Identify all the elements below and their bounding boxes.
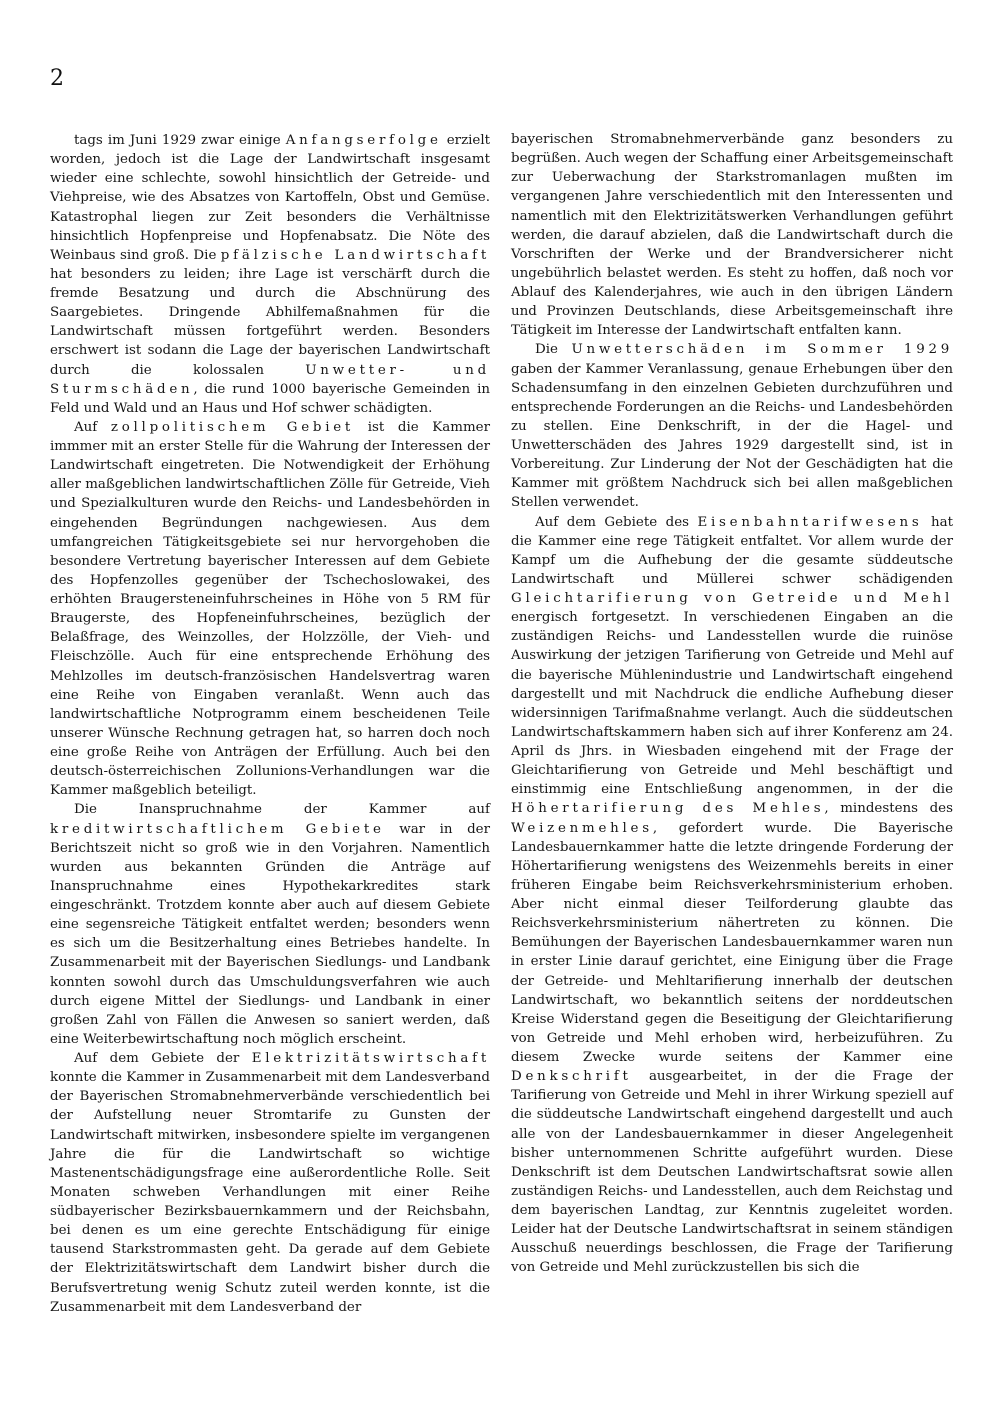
text-run: erzielt worden, jedoch ist die Lage der Landwirtschaft insgesamt wieder eine schlechte, sowohl hinsichtlich der Getreide- und Viehpreise, wie des Absatzes von Kartoffeln, Obst und Gemüse. Katastrophal liegen zur Zeit besonders die Verhältnisse hinsichtlich Hopfenpreise und Hopfenabsatz. Die Nöte des Weinbaus sind groß. Die bbox=[50, 133, 490, 263]
text-run: war in der Berichtszeit nicht so groß wie in den Vorjahren. Namentlich wurden aus bekannten Gründen die Anträge auf Inanspruchnahme eines Hypothekarkredites stark eingeschränkt. Trotzdem konnte aber auch auf diesem Gebiete eine segensreiche Tätigkeit entfaltet werden; besonders wenn es sich um die Besitzerhaltung eines Betriebes handelte. In Zusammenarbeit mit der Bayerischen Siedlungs- und Landbank konnten sowohl durch das Umschuldungsverfahren wie auch durch eigene Mittel der Siedlungs- und Landbank in einer großen Zahl von Fällen die Anwesen so saniert werden, daß eine Weiterbewirtschaftung noch möglich erscheint. bbox=[50, 821, 491, 1047]
emphasized-text: Anfangserfolge bbox=[285, 133, 442, 148]
paragraph bbox=[50, 1049, 490, 1317]
text-run: hat besonders zu leiden; ihre Lage ist verschärft durch die fremde Besatzung und durch die Abschnürung des Saargebietes. Dringende Abhilfemaßnahmen für die Landwirtschaft müssen fortgeführt werden. Besonders erschwert ist sodann die Lage der bayerischen Landwirtschaft durch die kolossalen bbox=[50, 266, 490, 378]
paragraph bbox=[50, 131, 490, 418]
emphasized-text: Unwetter- und Sturmschäden bbox=[50, 362, 490, 397]
text-run: hat die Kammer eine rege Tätigkeit entfaltet. Vor allem wurde der Kampf um die Aufhebung der die gesamte süddeutsche Landwirtschaft und Müllerei schwer schädigenden bbox=[511, 514, 953, 587]
emphasized-text: Unwetterschäden im Sommer 1929 bbox=[571, 342, 954, 358]
paragraph bbox=[511, 130, 953, 340]
paragraph bbox=[511, 340, 953, 512]
text-run: Auf dem Gebiete der bbox=[74, 1051, 252, 1066]
emphasized-text: Denkschrift bbox=[511, 1069, 632, 1085]
emphasized-text: kreditwirtschaftlichem Gebiete bbox=[50, 821, 385, 837]
emphasized-text: pfälzische Landwirtschaft bbox=[220, 247, 490, 263]
text-run: , die rund 1000 bayerische Gemeinden in Feld und Wald und an Haus und Hof schwer schädigten. bbox=[50, 381, 490, 416]
right-text-column bbox=[511, 130, 953, 1278]
page-number: 2 bbox=[50, 66, 64, 91]
text-run: Die Inanspruchnahme der Kammer auf bbox=[74, 802, 490, 818]
text-run: bayerischen Stromabnehmerverbände ganz besonders zu begrüßen. Auch wegen der Schaffung einer Arbeitsgemeinschaft zur Ueberwachung der Starkstromanlagen mußten im vergangenen Jahre verschiedentlich mit den Interessenten und namentlich mit den Elektrizitätswerken Verhandlungen geführt werden, die darauf abzielen, daß die Landwirtschaft durch die Vorschriften der Werke und der Brandversicherer nicht ungebührlich belastet werden. Es steht zu hoffen, daß noch vor Ablauf des Kalenderjahres, wie auch in den übrigen Ländern und Provinzen Deutschlands, diese Arbeitsgemeinschaft ihre Tätigkeit im Interesse der Landwirtschaft entfalten kann. bbox=[511, 132, 953, 339]
text-run: energisch fortgesetzt. In verschiedenen Eingaben an die zuständigen Reichs- und Landesstellen wurde die ruinöse Auswirkung der jetzigen Tarifierung von Getreide und Mehl auf die bayerische Mühlenindustrie und Landwirtschaft eingehend dargestellt und mit Nachdruck die endliche Aufhebung dieser widersinnigen Tarifmaßnahme verlangt. Auch die süddeutschen Landwirtschaftskammern haben sich auf ihrer Konferenz am 24. April ds Jhrs. in Wiesbaden eingehend mit der Frage der Gleichtarifierung von Getreide und Mehl beschäftigt und einstimmig eine Entschließung angenommen, in der die bbox=[511, 610, 953, 798]
paragraph bbox=[50, 418, 490, 801]
paragraph bbox=[511, 513, 953, 1278]
text-run: Auf bbox=[74, 419, 111, 435]
paragraph bbox=[50, 800, 490, 1049]
text-run: , gefordert wurde. Die Bayerische Landesbauernkammer hatte die letzte dringende Forderung der Höhertarifierung wenigstens des Weizenmehls bereits in einer früheren Eingabe beim Reichsverkehrsministerium erhoben. Aber nicht einmal dieser Teilforderung glaubte das Reichsverkehrsministerium nähertreten zu können. Die Bemühungen der Bayerischen Landesbauernkammer waren nun in erster Linie darauf gerichtet, eine Einigung über die Frage der Getreide- und Mehltarifierung innerhalb der deutschen Landwirtschaft, wo bekanntlich seitens der norddeutschen Kreise Widerstand gegen die Beseitigung der Gleichtarifierung von Getreide und Mehl erhoben wird, herbeizuführen. Zu diesem Zwecke wurde seitens der Kammer eine bbox=[511, 820, 953, 1065]
emphasized-text: Eisenbahntarifwesens bbox=[697, 514, 923, 530]
emphasized-text: Höhertarifierung des Mehles bbox=[511, 801, 825, 817]
emphasized-text: Gleichtarifierung von Getreide und Mehl bbox=[511, 591, 953, 606]
text-run: ausgearbeitet, in der die Frage der Tarifierung von Getreide und Mehl in ihrer Wirkung speziell auf die süddeutsche Landwirtschaft eingehend dargestellt und auch alle von der Landesbauernkammer in dieser Angelegenheit bisher unternommenen Schritte aufgeführt wurden. Diese Denkschrift ist dem Deutschen Landwirtschaftsrat sowie allen zuständigen Reichs- und Landesstellen, auch dem Reichstag und dem bayerischen Landtag, zur Kenntnis zugeleitet worden. Leider hat der Deutsche Landwirtschaftsrat in seinem ständigen Ausschuß neuerdings beschlossen, die Frage der Tarifierung von Getreide und Mehl zurückzustellen bis sich die bbox=[511, 1069, 953, 1276]
text-run: Auf dem Gebiete des bbox=[535, 514, 698, 530]
emphasized-text: zollpolitischem Gebiet bbox=[110, 419, 355, 435]
emphasized-text: Weizenmehles bbox=[511, 820, 653, 836]
left-text-column bbox=[50, 131, 490, 1317]
emphasized-text: Elektrizitätswirtschaft bbox=[251, 1051, 490, 1066]
text-run: ist die Kammer immmer mit an erster Stelle für die Wahrung der Interessen der Landwirtschaft eingetreten. Die Notwendigkeit der Erhöhung aller maßgeblichen landwirtschaftlichen Zölle für Getreide, Vieh und Spezialkulturen wurde den Reichs- und Landesbehörden in eingehenden Begründungen nachgewiesen. Aus dem umfangreichen Tätigkeitsgebiete sei nur hervorgehoben die besondere Vertretung bayerischer Interessen auf dem Gebiete des Hopfenzolles gegenüber der Tschechoslowakei, des erhöhten Braugersteneinfuhrscheines in Höhe von 5 RM für Braugerste, des Hopfeneinfuhrscheines, bezüglich der Belaßfrage, des Weinzolles, der Holzzölle, der Vieh- und Fleischzölle. Auch für eine entsprechende Erhöhung des Mehlzolles im deutsch-französischen Handelsvertrag waren eine Reihe von Eingaben veranlaßt. Wenn auch das landwirtschaftliche Notprogramm einem bescheidenen Teile unserer Wünsche Rechnung getragen hat, so harren doch noch eine große Reihe von Anträgen der Erfüllung. Auch bei den deutsch-österreichischen Zollunions-Verhandlungen war die Kammer maßgeblich beteiligt. bbox=[50, 419, 491, 799]
text-run: tags im Juni 1929 zwar einige bbox=[74, 133, 286, 148]
text-run: Die bbox=[535, 342, 572, 358]
text-run: , mindestens des bbox=[824, 801, 953, 817]
text-run: konnte die Kammer in Zusammenarbeit mit dem Landesverband der Bayerischen Stromabnehmerverbände verschiedentlich bei der Aufstellung neuer Stromtarife zu Gunsten der Landwirtschaft mitwirken, insbesondere spielte im vergangenen Jahre die für die Landwirtschaft so wichtige Mastenentschädigungsfrage eine außerordentliche Rolle. Seit Monaten schweben Verhandlungen mit einer Reihe südbayerischer Bezirksbauernkammern und der Reichsbahn, bei denen es um eine gerechte Entschädigung für einige tausend Starkstrommasten geht. Da gerade auf dem Gebiete der Elektrizitätswirtschaft dem Landwirt bisher durch die Berufsvertretung wenig Schutz zuteil werden konnte, ist die Zusammenarbeit mit dem Landesverband der bbox=[50, 1070, 490, 1315]
text-run: gaben der Kammer Veranlassung, genaue Erhebungen über den Schadensumfang in den einzelnen Gebieten durchzuführen und entsprechende Forderungen an die Reichs- und Landesbehörden zu stellen. Eine Denkschrift, in der die Hagel- und Unwetterschäden des Jahres 1929 dargestellt sind, ist in Vorbereitung. Zur Linderung der Not der Geschädigten hat die Kammer mit größtem Nachdruck sich bei allen maßgeblichen Stellen verwendet. bbox=[511, 361, 953, 511]
